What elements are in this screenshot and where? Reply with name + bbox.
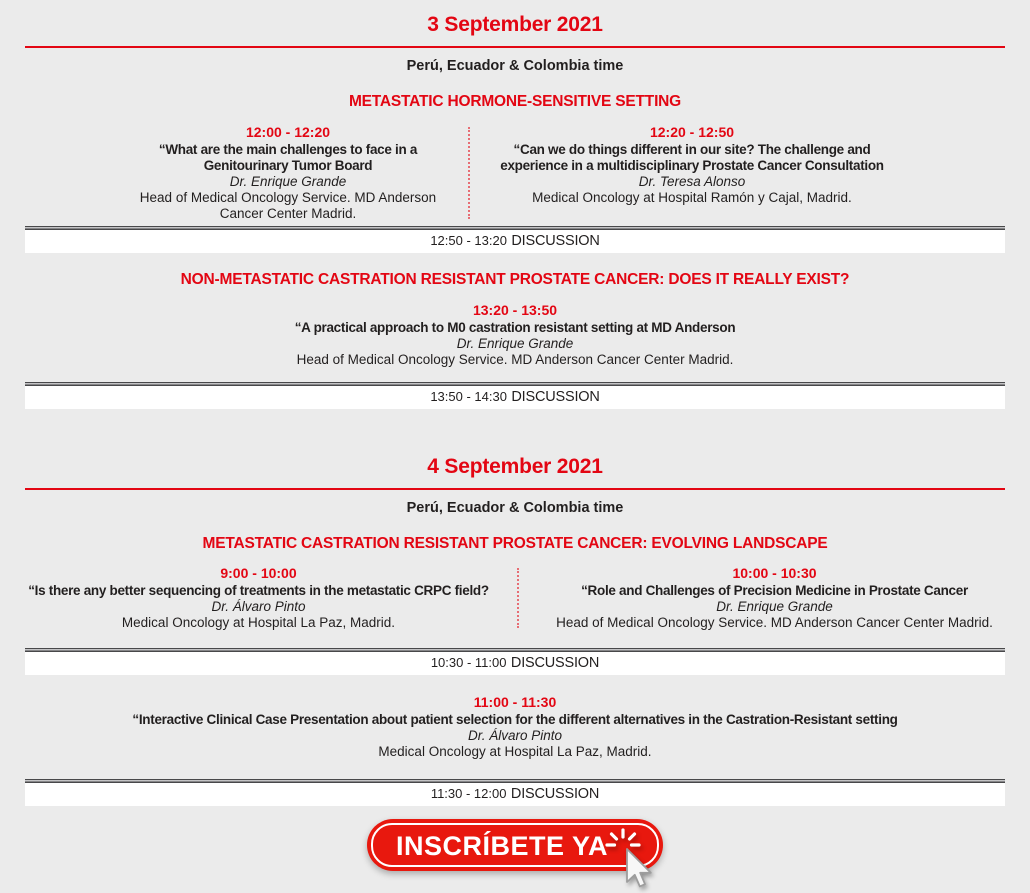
- discussion-label: DISCUSSION: [510, 655, 600, 671]
- inscribete-button[interactable]: [367, 819, 663, 871]
- talk-speaker: Dr. Enrique Grande: [229, 174, 347, 189]
- day-2-talk-left: [0, 565, 517, 631]
- day-2-talk-columns: [0, 565, 1030, 631]
- day-2-date-title: 4 September 2021: [427, 455, 603, 478]
- talk-affiliation: Head of Medical Oncology Service. MD Anderson Cancer Center Madrid.: [296, 352, 734, 367]
- discussion-label: DISCUSSION: [510, 786, 600, 802]
- day-1-session-2-heading: NON-METASTATIC CASTRATION RESISTANT PROSTATE CANCER: DOES IT REALLY EXIST?: [180, 271, 850, 288]
- discussion-time: 13:50 - 14:30: [430, 389, 507, 404]
- talk-title: “A practical approach to M0 castration resistant setting at MD Anderson: [294, 320, 736, 335]
- day-1-talk-right: [470, 124, 1030, 206]
- talk-affiliation: Head of Medical Oncology Service. MD Anderson Cancer Center Madrid.: [139, 190, 437, 221]
- discussion-bar: [25, 382, 1005, 409]
- day-1-session-1-heading: METASTATIC HORMONE-SENSITIVE SETTING: [348, 93, 682, 110]
- inscribete-button-label: INSCRÍBETE YA: [395, 831, 609, 861]
- talk-time: 11:00 - 11:30: [473, 694, 557, 710]
- day-2-session-1-heading: METASTATIC CASTRATION RESISTANT PROSTATE CANCER: EVOLVING LANDSCAPE: [202, 535, 828, 552]
- day-1-timezone-label: Perú, Ecuador & Colombia time: [406, 58, 624, 74]
- day-2-timezone-label: Perú, Ecuador & Colombia time: [406, 500, 624, 516]
- talk-speaker: Dr. Enrique Grande: [456, 336, 574, 351]
- day-2-red-rule: [25, 488, 1005, 490]
- day-1-talk-columns: [0, 124, 1030, 222]
- discussion-time: 10:30 - 11:00: [430, 655, 507, 670]
- cta-area: [0, 819, 1030, 871]
- talk-title: “Can we do things different in our site? The challenge and experience in a multidisciplinary Prostate Cancer Consultation: [500, 142, 884, 173]
- talk-affiliation: Medical Oncology at Hospital La Paz, Madrid.: [378, 744, 652, 759]
- discussion-bar: [25, 779, 1005, 806]
- day-1-date-title: 3 September 2021: [427, 13, 603, 36]
- talk-affiliation: Medical Oncology at Hospital La Paz, Madrid.: [121, 615, 396, 630]
- discussion-bar: [25, 226, 1005, 253]
- discussion-label: DISCUSSION: [511, 233, 600, 249]
- day-1-section: [0, 13, 1030, 409]
- talk-speaker: Dr. Álvaro Pinto: [211, 599, 306, 614]
- day-2-solo-talk: [25, 694, 1005, 760]
- talk-time: 9:00 - 10:00: [220, 565, 297, 581]
- day-2-talk-right: [519, 565, 1030, 631]
- day-1-talk-left: [0, 124, 468, 222]
- talk-title: “Role and Challenges of Precision Medicine in Prostate Cancer: [581, 583, 968, 598]
- talk-speaker: Dr. Teresa Alonso: [638, 174, 746, 189]
- talk-time: 12:00 - 12:20: [245, 124, 331, 140]
- talk-affiliation: Head of Medical Oncology Service. MD Anderson Cancer Center Madrid.: [556, 615, 993, 630]
- talk-time: 10:00 - 10:30: [732, 565, 817, 581]
- talk-time: 13:20 - 13:50: [472, 302, 558, 318]
- talk-speaker: Dr. Álvaro Pinto: [467, 728, 563, 743]
- day-1-red-rule: [25, 46, 1005, 48]
- talk-title: “What are the main challenges to face in a Genitourinary Tumor Board: [158, 142, 418, 173]
- talk-speaker: Dr. Enrique Grande: [716, 599, 833, 614]
- discussion-time: 11:30 - 12:00: [430, 786, 507, 801]
- day-1-solo-talk: [25, 302, 1005, 368]
- day-2-section: [0, 455, 1030, 806]
- discussion-time: 12:50 - 13:20: [430, 233, 507, 248]
- talk-title: “Interactive Clinical Case Presentation about patient selection for the different alternatives in the Castration-Resistant setting: [132, 712, 898, 727]
- discussion-bar: [25, 648, 1005, 675]
- discussion-label: DISCUSSION: [511, 389, 600, 405]
- talk-affiliation: Medical Oncology at Hospital Ramón y Cajal, Madrid.: [532, 190, 852, 205]
- talk-time: 12:20 - 12:50: [649, 124, 735, 140]
- talk-title: “Is there any better sequencing of treatments in the metastatic CRPC field?: [28, 583, 489, 598]
